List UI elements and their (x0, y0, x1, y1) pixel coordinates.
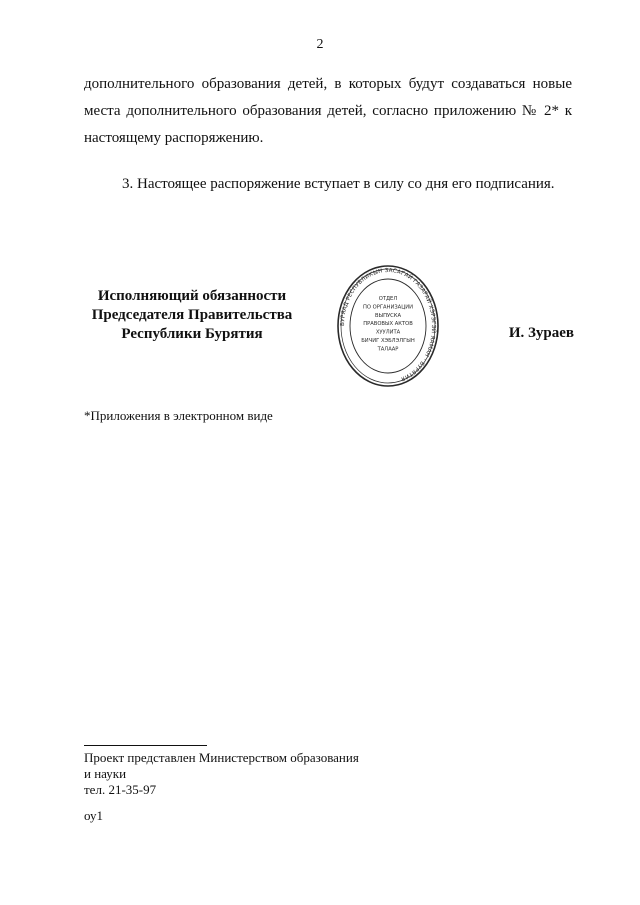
document-code: оу1 (84, 808, 104, 823)
footer-contact (84, 750, 359, 798)
footnote-divider (84, 745, 207, 746)
signatory-position-line-1: Исполняющий обязанности (97, 288, 287, 304)
signer-name: И. Зураев (508, 325, 574, 341)
footer-line-1: Проект представлен Министерством образования (84, 750, 359, 765)
stamp-center-line: ХУУЛИТА (375, 329, 401, 336)
stamp-center-line: ВЫПУСКА (374, 312, 402, 319)
page-number: 2 (316, 37, 324, 52)
body-paragraph-effective-date: 3. Настоящее распоряжение вступает в силу со дня его подписания. (122, 176, 555, 192)
stamp-center-line: ТАЛААР (377, 346, 399, 353)
body-paragraph-continuation: дополнительного образования детей, в которых будут создаваться новые места дополнительного образования детей, согласно приложению № 2* к настоящему распоряжению. (84, 76, 572, 146)
stamp-center-line: ОТДЕЛ (378, 296, 398, 302)
signatory-position-line-2: Председателя Правительства (91, 307, 293, 323)
stamp-center-line: ПО ОРГАНИЗАЦИИ (362, 304, 414, 311)
footer-line-3: тел. 21-35-97 (84, 782, 157, 797)
stamp-center-line: БИЧИГ ХЭБЛЭЛГЫН (361, 338, 415, 344)
stamp-center-line: ПРАВОВЫХ АКТОВ (363, 321, 413, 328)
signatory-position-line-3: Республики Бурятия (121, 326, 263, 342)
official-stamp (337, 264, 439, 388)
footer-line-2: и науки (84, 766, 127, 781)
signatory-position (84, 287, 300, 344)
stamp-outer-text: БУРЯАД РЕСПУБЛИКЫН ЗАСАГАЙ ГАЗАРАЙ ХЭРЭГЭЙ ЯАМАН · БУРЯТИЯ (339, 267, 437, 382)
appendix-note: *Приложения в электронном виде (84, 408, 273, 423)
stamp-center-text (361, 296, 415, 352)
